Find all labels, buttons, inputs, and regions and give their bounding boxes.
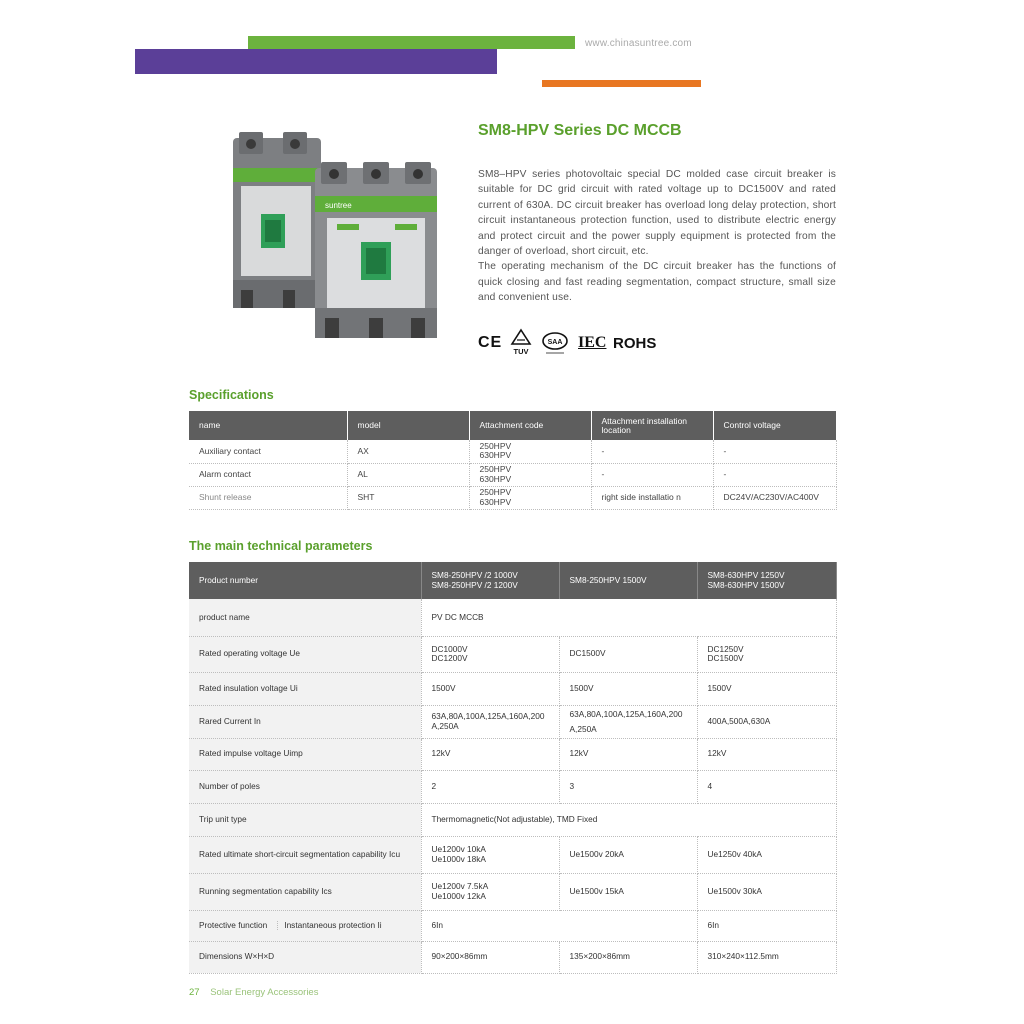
cell-value xyxy=(421,836,559,873)
row-label: Rated insulation voltage Ui xyxy=(189,672,421,705)
product-image xyxy=(225,130,445,345)
cell-voltage: DC24V/AC230V/AC400V xyxy=(713,486,836,509)
cell-name: Auxiliary contact xyxy=(189,440,347,463)
row-label: Rared Current In xyxy=(189,705,421,738)
table-row xyxy=(189,770,836,803)
cell-model: AX xyxy=(347,440,469,463)
table-row xyxy=(189,738,836,770)
header-green-bar xyxy=(248,36,575,49)
row-label: Number of poles xyxy=(189,770,421,803)
description-paragraph-2: The operating mechanism of the DC circuit breaker has the functions of quick closing and fast reading segmentation, compact structure, small size and convenient use. xyxy=(478,261,836,304)
description-paragraph-1: SM8–HPV series photovoltaic special DC molded case circuit breaker is suitable for DC grid circuit with rated voltage up to DC1500V and rated current of 630A. DC circuit breaker has overload long delay protection, short circuit instantaneous protection function, used to distribute electric energy and protect circuit and the power supply equipment is protected from the danger of overload, short circuit, etc. xyxy=(478,169,836,258)
model-line: SM8-250HPV /2 1000V xyxy=(431,570,518,580)
table-row xyxy=(189,803,836,836)
cell-value xyxy=(421,873,559,910)
table-row xyxy=(189,941,836,973)
cell-value: Ue1500v 30kA xyxy=(697,873,836,910)
rohs-mark-icon: ROHS xyxy=(613,334,657,352)
table-row xyxy=(189,672,836,705)
cell-value xyxy=(697,636,836,672)
value-line: A,250A xyxy=(431,720,459,731)
tuv-text: TUV xyxy=(513,347,529,356)
table-header-row xyxy=(189,562,836,599)
value-line: DC1200V xyxy=(431,653,468,663)
table-row xyxy=(189,910,836,941)
cell-value: 12kV xyxy=(697,738,836,770)
brand-label: suntree xyxy=(325,201,352,210)
cell-value: 6In xyxy=(421,910,697,941)
specifications-table xyxy=(189,411,837,510)
table-row xyxy=(189,463,836,486)
cell-value: 2 xyxy=(421,770,559,803)
column-header: Control voltage xyxy=(713,411,836,440)
model-line: SM8-630HPV 1500V xyxy=(707,579,785,590)
code-line: 630HPV xyxy=(479,496,512,507)
cell-value: 1500V xyxy=(421,672,559,705)
cell-value: 1500V xyxy=(559,672,697,705)
row-label: Dimensions W×H×D xyxy=(189,941,421,973)
row-label: Running segmentation capability Ics xyxy=(189,873,421,910)
cell-value: DC1500V xyxy=(559,636,697,672)
row-label: Rated ultimate short-circuit segmentation capability Icu xyxy=(189,836,421,873)
cell-value xyxy=(421,705,559,738)
saa-text: SAA xyxy=(547,339,563,346)
value-line: A,250A xyxy=(569,723,597,734)
cell-value: 12kV xyxy=(559,738,697,770)
cell-value: 400A,500A,630A xyxy=(697,705,836,738)
cell-name: Shunt release xyxy=(189,486,347,509)
column-header: Attachment code xyxy=(469,411,591,440)
column-header: model xyxy=(347,411,469,440)
tuv-mark-icon xyxy=(510,328,532,358)
row-label: product name xyxy=(189,599,421,636)
cell-voltage: - xyxy=(713,440,836,463)
value-line: DC1250V xyxy=(707,643,744,654)
cell-name: Alarm contact xyxy=(189,463,347,486)
value-line: Ue1000v 18kA xyxy=(431,853,486,864)
cell-value: Ue1500v 20kA xyxy=(559,836,697,873)
header-purple-bar xyxy=(135,49,497,74)
table-header-row xyxy=(189,411,836,440)
value-line: 63A,80A,100A,125A,160A,200 xyxy=(431,711,545,721)
product-title: SM8-HPV Series DC MCCB xyxy=(478,122,682,139)
breaker-3pole xyxy=(315,162,437,338)
cell-location: - xyxy=(591,463,713,486)
model-line: SM8-630HPV 1250V xyxy=(707,570,785,580)
table-row xyxy=(189,636,836,672)
value-line: Ue1000v 12kA xyxy=(431,890,486,901)
cell-value: 135×200×86mm xyxy=(559,941,697,973)
parameters-table xyxy=(189,562,837,974)
cell-value: Ue1250v 40kA xyxy=(697,836,836,873)
cell-value: 3 xyxy=(559,770,697,803)
code-line: 630HPV xyxy=(479,450,512,461)
cell-code xyxy=(469,463,591,486)
cell-value: 6In xyxy=(697,910,836,941)
footer-category: Solar Energy Accessories xyxy=(210,987,319,998)
specifications-title: Specifications xyxy=(189,388,274,402)
code-line: 250HPV xyxy=(479,487,512,497)
ce-mark-icon: CE xyxy=(478,334,503,351)
cell-value: 310×240×112.5mm xyxy=(697,941,836,973)
value-line: Ue1200v 7.5kA xyxy=(431,881,489,891)
iec-mark-icon: IEC xyxy=(578,334,607,351)
cell-value: 90×200×86mm xyxy=(421,941,559,973)
cell-value: 1500V xyxy=(697,672,836,705)
code-line: 250HPV xyxy=(479,464,512,474)
cell-value xyxy=(559,705,697,738)
table-row xyxy=(189,873,836,910)
cell-location: right side installatio n xyxy=(591,486,713,509)
header-product-number: Product number xyxy=(189,562,421,599)
cell-voltage: - xyxy=(713,463,836,486)
header-model-col3 xyxy=(697,562,836,599)
cell-value: 12kV xyxy=(421,738,559,770)
code-line: 250HPV xyxy=(479,440,512,451)
cell-value: Thermomagnetic(Not adjustable), TMD Fixed xyxy=(421,803,836,836)
cell-location: - xyxy=(591,440,713,463)
row-label xyxy=(189,910,421,941)
header-orange-bar xyxy=(542,80,701,87)
cell-value: 4 xyxy=(697,770,836,803)
table-row xyxy=(189,486,836,509)
page-footer xyxy=(189,987,318,998)
table-row xyxy=(189,836,836,873)
value-line: DC1500V xyxy=(707,653,744,663)
product-description xyxy=(478,167,836,306)
row-label: Rated operating voltage Ue xyxy=(189,636,421,672)
cell-code xyxy=(469,486,591,509)
row-label: Rated impulse voltage Uimp xyxy=(189,738,421,770)
page-number: 27 xyxy=(189,987,200,998)
cell-value xyxy=(421,636,559,672)
row-label-main: Protective function xyxy=(199,919,268,930)
cell-model: AL xyxy=(347,463,469,486)
table-row xyxy=(189,705,836,738)
cell-model: SHT xyxy=(347,486,469,509)
saa-mark-icon xyxy=(541,328,569,358)
certification-marks xyxy=(478,328,678,358)
model-line: SM8-250HPV /2 1200V xyxy=(431,579,518,590)
table-row xyxy=(189,599,836,636)
cell-value: PV DC MCCB xyxy=(421,599,836,636)
cell-code xyxy=(469,440,591,463)
value-line: 63A,80A,100A,125A,160A,200 xyxy=(569,708,683,719)
row-sublabel: Instantaneous protection Ii xyxy=(277,921,381,931)
breaker-2pole xyxy=(233,132,321,308)
code-line: 630HPV xyxy=(479,473,512,484)
column-header: name xyxy=(189,411,347,440)
value-line: Ue1200v 10kA xyxy=(431,844,486,854)
header-model-col2: SM8-250HPV 1500V xyxy=(559,562,697,599)
header-model-col1 xyxy=(421,562,559,599)
column-header: Attachment installation location xyxy=(591,411,713,440)
parameters-title: The main technical parameters xyxy=(189,539,373,553)
value-line: DC1000V xyxy=(431,643,468,654)
table-row xyxy=(189,440,836,463)
cell-value: Ue1500v 15kA xyxy=(559,873,697,910)
site-url[interactable]: www.chinasuntree.com xyxy=(585,38,692,49)
row-label: Trip unit type xyxy=(189,803,421,836)
